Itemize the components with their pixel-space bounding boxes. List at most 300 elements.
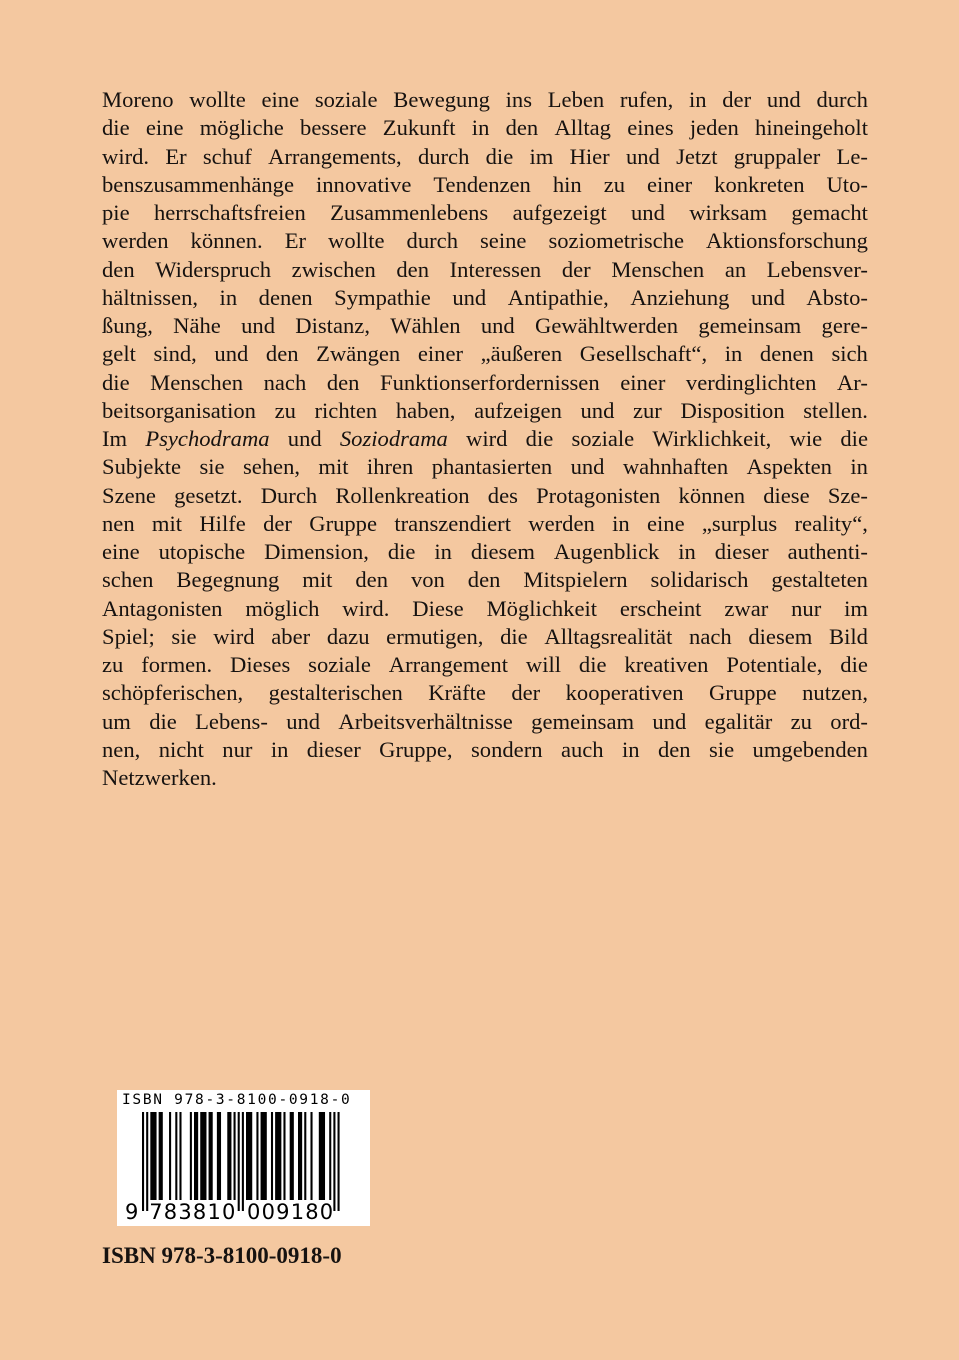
word: aber [271,623,311,649]
word: Distanz, [295,313,370,338]
word: schöpferischen, [102,680,244,706]
word: in [850,454,868,480]
barcode-digit: 9 [276,1200,290,1224]
word: Psychodrama [145,426,270,451]
word: wird [213,623,255,649]
word: aufzeigen [474,397,562,423]
word: wird. [102,143,150,169]
barcode-digit: 9 [125,1200,139,1224]
word: Zusammenlebens [330,200,489,225]
word: die [525,426,554,451]
word: benszusammenhänge [102,171,294,197]
word: phantasierten [431,454,553,480]
word: Lebensver- [766,256,868,282]
barcode-guard-bar [238,1112,240,1211]
word: und [241,313,275,338]
barcode-bar [209,1112,213,1200]
word: richten [314,397,378,423]
word: eine [102,539,140,564]
word: „surplus [701,510,778,536]
word: diesem [470,539,535,564]
word: können. [190,228,263,254]
word: eines [627,115,674,141]
word: Hilfe [199,510,246,536]
word: Arbeitsverhältnisse [338,708,513,734]
word: Alltagsrealität [544,623,673,649]
word: in [724,341,743,367]
word: Sympathie [334,284,431,310]
word: wollte [328,228,385,254]
word: Er [284,228,307,254]
word: Gesellschaft“, [579,341,708,367]
word: Zukunft [382,115,456,141]
word: gemeinsam [531,708,635,734]
word: und [625,143,660,169]
word: herrschaftsfreien [153,200,306,225]
word: kreativen [624,652,709,677]
word: möglich [245,595,320,621]
word: haben, [395,397,456,423]
barcode-bar [234,1112,236,1200]
word: nach [263,369,307,395]
word: Subjekte [102,454,182,480]
word: Szene [102,482,156,508]
word: den [657,736,691,762]
word: Gruppe, [379,736,453,762]
text-line [102,510,868,538]
word: ord- [830,708,868,734]
barcode-digit: 1 [207,1200,221,1224]
word: gesetzt. [174,482,243,508]
word: wird. [342,595,390,621]
text-line [102,86,868,114]
word: von [410,567,445,593]
word: Arrangement [388,652,508,677]
word: die [840,652,868,677]
word: Moreno [102,87,174,112]
word: Antagonisten [102,595,223,621]
word: im [529,143,554,169]
word: Bild [829,623,868,649]
word: ihren [366,454,414,480]
barcode-digit: 0 [247,1200,261,1224]
isbn-barcode [117,1090,370,1226]
word: hältnissen, [102,284,199,310]
word: Gruppe [309,510,378,536]
word: nutzen, [802,680,868,706]
word: nur [222,736,253,762]
word: sehen, [242,454,301,480]
text-line [102,708,868,736]
text-line [102,482,868,510]
word: Antipathie, [507,284,609,310]
word: sondern [470,736,543,762]
word: dazu [326,623,370,649]
word: und [286,708,321,734]
word: Er [165,143,187,169]
word: Menschen [611,256,705,282]
word: authenti- [787,539,868,564]
text-line [102,312,868,340]
text-line [102,397,868,425]
word: einer [417,341,463,367]
word: nen, [102,736,141,762]
word: den [467,567,501,593]
word: hin [552,171,582,197]
word: eine [145,115,184,141]
word: Netzwerken. [102,765,217,790]
word: können [678,482,746,508]
word: und [480,313,515,338]
word: sie [709,736,735,762]
text-line [102,369,868,397]
word: dieser [306,736,361,762]
word: Ar- [836,369,868,395]
word: gruppaler [733,143,821,169]
barcode-bar [194,1112,198,1200]
word: schuf [202,143,252,169]
word: Jetzt [676,143,718,169]
word: den [505,115,539,141]
word: Protagonisten [536,482,661,508]
word: den [355,567,388,593]
barcode-bar [304,1112,306,1200]
barcode-bar [283,1112,285,1200]
word: Wählen [390,313,461,338]
word: egalitär [704,708,773,734]
barcode-bar [217,1112,221,1200]
word: und [580,397,615,423]
word: nen [102,510,135,536]
word: pie [102,200,130,225]
word: stellen. [803,397,868,423]
barcode-bar [271,1112,273,1200]
word: einer [647,171,693,197]
word: Widerspruch [155,256,272,282]
text-line [102,256,868,284]
word: Durch [260,482,318,508]
barcode-guard-bar [142,1112,144,1211]
word: hineingeholt [755,115,868,141]
word: und [631,200,665,225]
word: Möglichkeit [486,595,598,621]
word: denen [759,341,814,367]
word: Hier [569,143,610,169]
word: Soziodrama [339,426,448,451]
word: Potentiale, [726,652,823,677]
word: Uto- [826,171,868,197]
word: wollte [189,87,246,112]
barcode-bar [298,1112,302,1200]
text-line [102,538,868,566]
barcode-bar [310,1112,312,1200]
word: im [844,595,868,621]
barcode-isbn-label: ISBN 978-3-8100-0918-0 [122,1092,352,1108]
word: nach [689,623,732,649]
text-line [102,199,868,227]
text-line [102,764,868,792]
word: und [214,341,249,367]
text-line [102,679,868,707]
barcode-bar [175,1112,177,1200]
word: durch [816,87,868,112]
word: diese [763,482,810,508]
word: diesem [748,623,813,649]
barcode-digits [117,1199,370,1225]
word: zu [603,171,626,197]
barcode-bar [319,1112,325,1200]
word: will [525,652,562,677]
word: mit [318,454,349,480]
barcode-bar [150,1112,156,1200]
word: den [102,256,135,282]
word: gelt [102,341,136,367]
text-line [102,284,868,312]
word: Leben [547,87,605,112]
word: werden [102,228,169,254]
word: Rollenkreation [335,482,470,508]
word: mit [302,567,333,593]
word: durch [417,143,470,169]
word: konkreten [714,171,805,197]
word: an [724,256,747,282]
word: in [471,115,490,141]
word: sie [199,454,225,480]
word: rufen, [619,87,674,112]
barcode-bar [261,1112,267,1200]
word: Nähe [173,313,221,338]
word: zu [102,652,124,677]
barcode-bar [275,1112,281,1200]
word: dieser [714,539,769,564]
word: Begegnung [176,567,280,593]
word: der [263,510,292,536]
word: die [840,426,868,451]
barcode-digit: 8 [192,1200,207,1224]
word: eine [261,87,300,112]
word: Menschen [150,369,244,395]
word: Le- [836,143,868,169]
barcode-bar [256,1112,258,1200]
word: erscheint [619,595,702,621]
word: Bewegung [393,87,490,112]
word: und [750,284,785,310]
word: Aspekten [746,454,832,480]
word: soziometrische [548,228,684,254]
word: Sze- [827,482,868,508]
barcode-digit: 1 [290,1200,305,1224]
word: gere- [821,313,868,338]
barcode-bar [329,1112,331,1200]
text-line [102,566,868,594]
text-line [102,227,868,255]
word: bessere [300,115,367,141]
word: den [396,256,429,282]
barcode-guard-bar [242,1112,244,1211]
word: mögliche [199,115,284,141]
word: werden [528,510,595,536]
word: sich [831,341,868,367]
text-line [102,595,868,623]
text-line [102,623,868,651]
word: Im [102,426,128,451]
word: innovative [315,171,412,197]
word: gestalterischen [268,680,403,706]
word: die [485,143,514,169]
word: in [688,87,707,112]
word: die [500,623,528,649]
word: und [287,426,322,451]
word: ßung, [102,313,153,338]
word: zwischen [291,256,376,282]
word: eine [646,510,685,536]
word: verdinglichten [685,369,817,395]
word: die [387,539,416,564]
word: kooperativen [565,680,684,706]
barcode-guard-bar [146,1112,148,1211]
word: Arrangements, [268,143,402,169]
word: gemeinsam [698,313,802,338]
word: beitsorganisation [102,397,256,423]
text-line [102,114,868,142]
word: Lebens- [195,708,268,734]
word: die [149,708,177,734]
word: und [652,708,687,734]
word: Alltag [554,115,611,141]
word: solidarisch [650,567,749,593]
word: auch [560,736,604,762]
word: sie [171,623,197,649]
word: die [578,652,607,677]
text-line [102,736,868,764]
word: ermutigen, [386,623,484,649]
word: zu [274,397,296,423]
barcode-digit: 3 [178,1200,192,1224]
word: in [270,736,289,762]
barcode-bar [159,1112,163,1200]
word: den [326,369,360,395]
word: aufgezeigt [512,200,607,225]
word: wahnhaften [622,454,729,480]
isbn-number: ISBN 978-3-8100-0918-0 [102,1243,342,1268]
barcode-digit: 0 [261,1200,275,1224]
word: wird [466,426,508,451]
barcode-bar [246,1112,252,1200]
barcode-digit: 0 [319,1200,334,1224]
word: formen. [141,652,213,677]
word: transzendiert [394,510,511,536]
word: Gewähltwerden [535,313,679,338]
word: reality“, [794,510,868,536]
word: gemacht [791,200,868,225]
word: Anziehung [630,284,730,310]
text-line [102,453,868,481]
word: die [102,369,130,395]
barcode-digit: 7 [149,1200,163,1224]
barcode-guard-bar [338,1112,340,1211]
word: um [102,708,131,734]
word: einer [620,369,666,395]
word: zu [790,708,812,734]
word: Dieses [230,652,291,677]
word: in [219,284,238,310]
word: der [722,87,752,112]
word: Dimension, [264,539,369,564]
word: Wirklichkeit, [652,426,772,451]
word: Tendenzen [433,171,531,197]
word: zur [632,397,662,423]
word: in [434,539,452,564]
word: umgebenden [752,736,868,762]
word: jeden [689,115,739,141]
word: die [102,115,130,141]
barcode-bar [200,1112,206,1200]
text-line [102,143,868,171]
word: soziale [571,426,635,451]
word: mit [151,510,183,536]
word: ins [505,87,533,112]
word: und [452,284,487,310]
word: gestalteten [771,567,868,593]
word: Spiel; [102,623,155,649]
word: Mitspielern [523,567,628,593]
word: sind, [153,341,197,367]
barcode-bar [227,1112,231,1200]
word: Disposition [680,397,785,423]
barcode-bar [179,1112,181,1200]
word: Zwängen [316,341,401,367]
word: Absto- [806,284,868,310]
text-line [102,171,868,199]
word: den [265,341,299,367]
word: „äußeren [480,341,563,367]
word: der [561,256,591,282]
word: wie [789,426,823,451]
word: Diese [412,595,464,621]
word: Gruppe [708,680,777,706]
word: Kräfte [428,680,486,706]
word: seine [480,228,527,254]
word: soziale [314,87,378,112]
word: des [487,482,518,508]
word: in [612,510,630,536]
word: und [570,454,605,480]
barcode-bar [190,1112,192,1200]
text-line [102,425,868,453]
word: Funktionserfordernissen [380,369,600,395]
barcode-bar [290,1112,294,1200]
barcode-bar [169,1112,171,1200]
word: Aktionsforschung [706,228,868,254]
text-line [102,340,868,368]
word: soziale [308,652,371,677]
barcode-digit: 0 [222,1200,236,1224]
barcode-digit: 8 [163,1200,178,1224]
barcode-guard-bar [333,1112,335,1211]
barcode-digit: 8 [305,1200,319,1224]
blurb-text [102,86,868,792]
word: Interessen [449,256,542,282]
word: wirksam [689,200,768,225]
word: zwar [724,595,769,621]
word: nicht [158,736,204,762]
word: der [511,680,541,706]
word: utopische [158,539,246,564]
word: schen [102,567,154,593]
word: Augenblick [553,539,660,564]
text-line [102,651,868,679]
word: in [622,736,640,762]
